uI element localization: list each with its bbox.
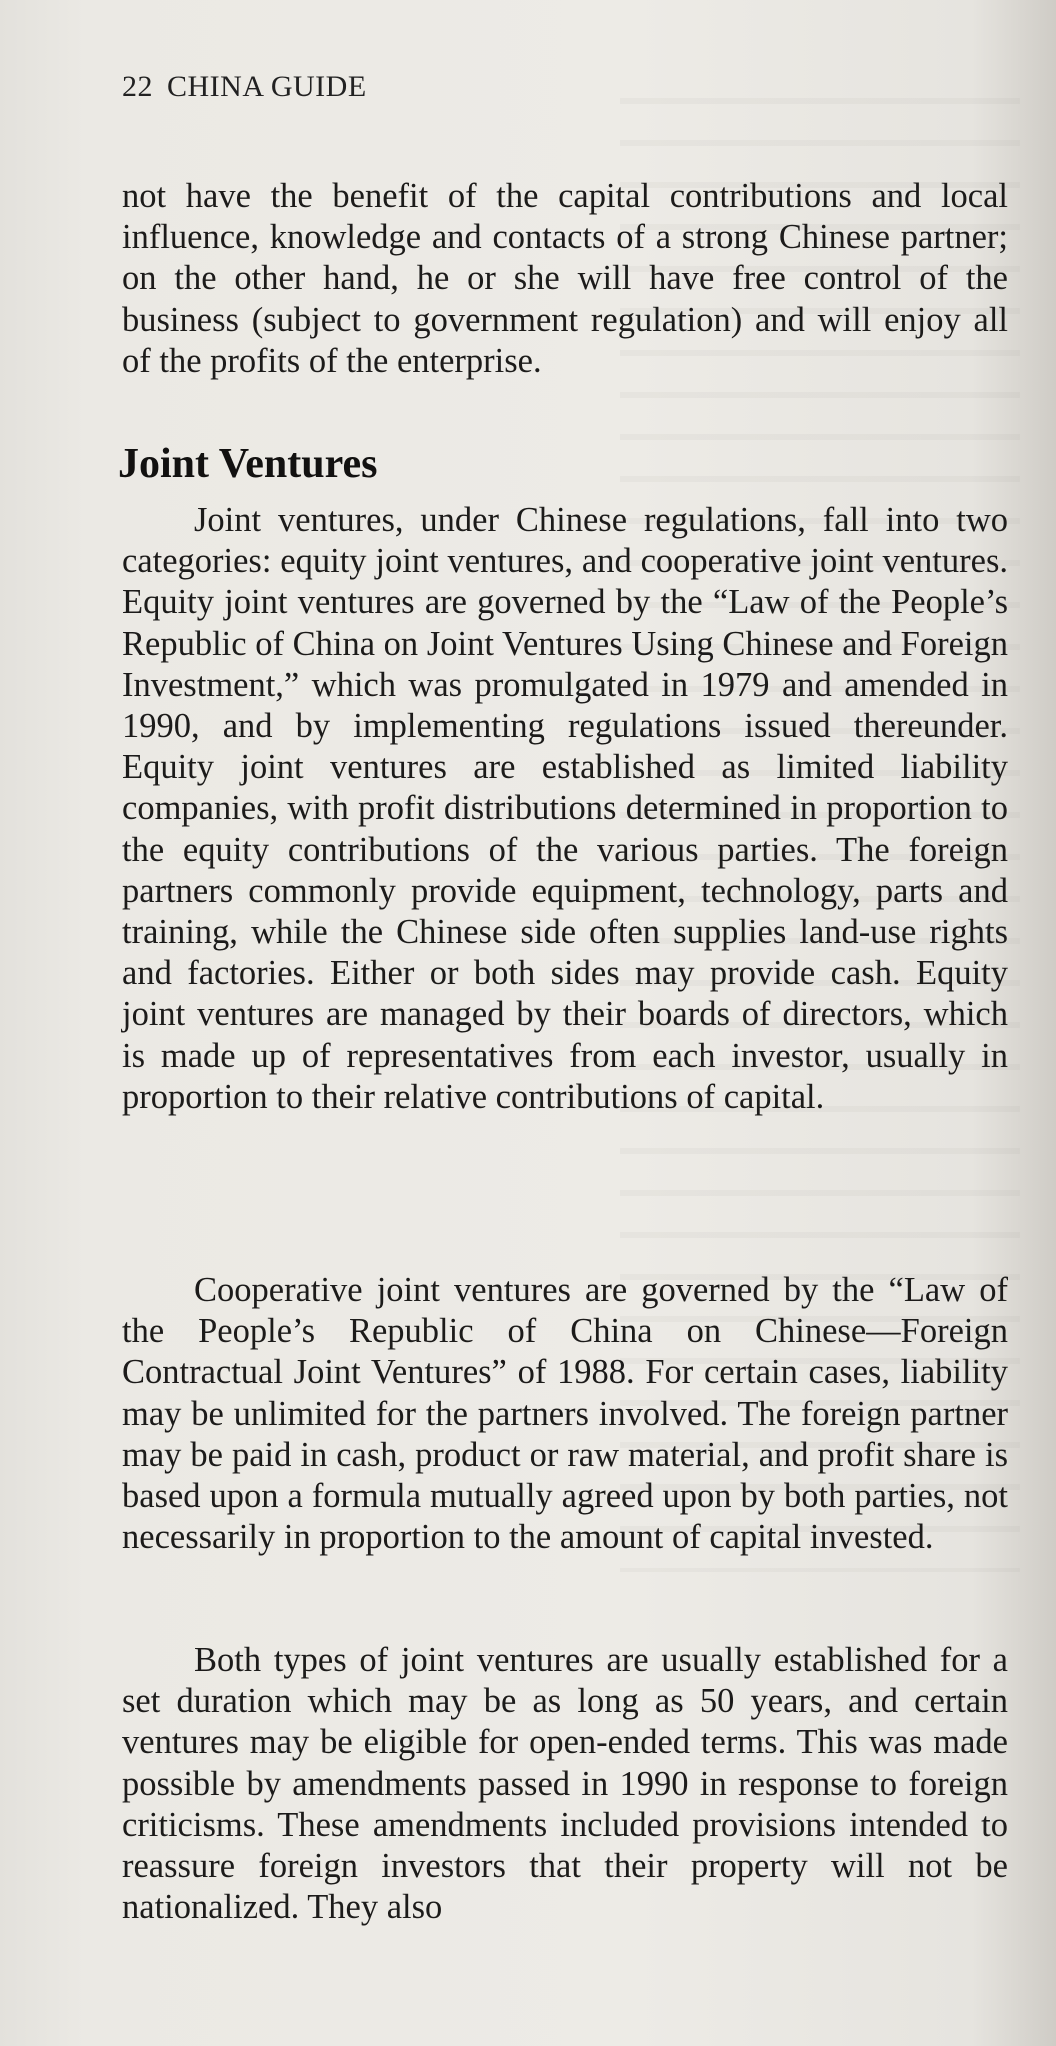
page-number: 22 [122,70,153,103]
paragraph-joint-ventures: Joint ventures, under Chinese regulations, fall into two categories: equity joint ventures, and cooperative joint ventures. Equity joint ventures are governed by the “Law of the People’s Republic of China on Joint Ventures Using Chinese and Foreign Investment,” which was promulgated in 1979 and amended in 1990, and by implementing regulations issued thereunder. Equity joint ventures are established as limited liability companies, with profit distributions determined in proportion to the equity contributions of the various parties. The foreign partners commonly provide equipment, technology, parts and training, while the Chinese side often supplies land-use rights and factories. Either or both sides may provide cash. Equity joint ventures are managed by their boards of directors, which is made up of representatives from each investor, usually in proportion to their relative contributions of capital. [122,501,1008,1116]
section-heading: Joint Ventures [118,441,378,487]
book-title: CHINA GUIDE [167,70,367,103]
paragraph-cooperative: Cooperative joint ventures are governed by the “Law of the People’s Republic of China on Chinese—Foreign Contractual Joint Ventures” of 1988. For certain cases, liability may be unlimited for the partners involved. The foreign partner may be paid in cash, product or raw material, and profit share is based upon a formula mutually agreed upon by both parties, not necessarily in proportion to the amount of capital invested. [122,1271,1008,1557]
paragraph-continued: not have the benefit of the capital contributions and local influence, knowledge and contacts of a strong Chinese partner; on the other hand, he or she will have free control of the business (subject to government regulation) and will enjoy all of the profits of the enterprise. [122,177,1008,380]
paragraph-duration: Both types of joint ventures are usually established for a set duration which may be as long as 50 years, and certain ventures may be eligible for open-ended terms. This was made possible by amendments passed in 1990 in response to foreign criticisms. These amendments included provisions intended to reassure foreign investors that their property will not be nationalized. They also [122,1641,1008,1927]
running-head [122,70,367,104]
